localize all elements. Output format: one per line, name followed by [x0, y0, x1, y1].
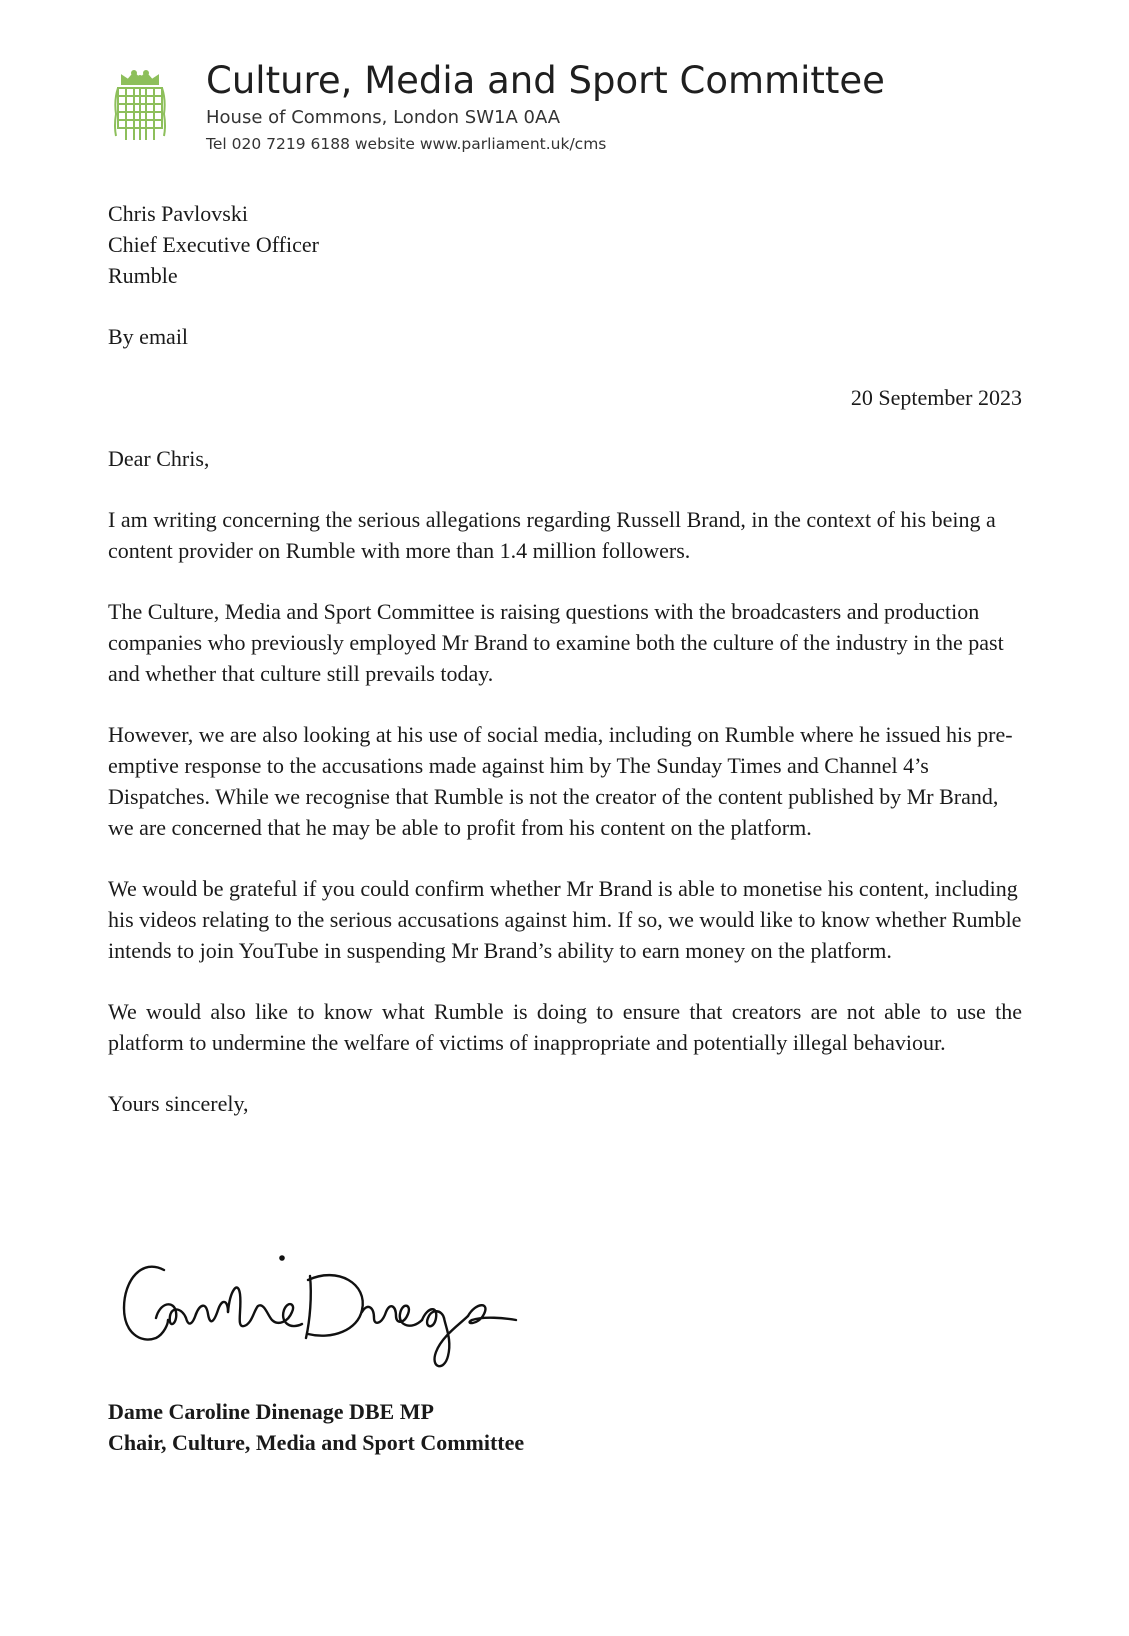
- paragraph-4: We would be grateful if you could confirm whether Mr Brand is able to monetise his content, including his videos relating to the serious accusations against him. If so, we would like to know whether Rumble intends to join YouTube in suspending Mr Brand’s ability to earn money on the platform.: [108, 876, 1022, 963]
- letterhead: [112, 58, 1012, 158]
- recipient-title: Chief Executive Officer: [108, 232, 319, 257]
- letter-date: 20 September 2023: [850, 385, 1022, 410]
- committee-contact: Tel 020 7219 6188 website www.parliament.uk/cms: [206, 135, 607, 153]
- salutation: Dear Chris,: [108, 446, 210, 471]
- paragraph-5: We would also like to know what Rumble is doing to ensure that creators are not able to use the platform to undermine the welfare of victims of inappropriate and potentially illegal behaviour.: [108, 999, 1022, 1055]
- handwritten-signature: [112, 1240, 542, 1380]
- paragraph-1: I am writing concerning the serious allegations regarding Russell Brand, in the context of his being a content provider on Rumble with more than 1.4 million followers.: [108, 507, 996, 563]
- paragraph-3: However, we are also looking at his use of social media, including on Rumble where he issued his pre-emptive response to the accusations made against him by The Sunday Times and Channel 4’s Dispatches. While we recognise that Rumble is not the creator of the content published by Mr Brand, we are concerned that he may be able to profit from his content on the platform.: [108, 722, 1013, 840]
- recipient-name: Chris Pavlovski: [108, 201, 248, 226]
- signatory-role: Chair, Culture, Media and Sport Committee: [108, 1430, 525, 1455]
- portcullis-logo-icon: [112, 70, 168, 142]
- paragraph-2: The Culture, Media and Sport Committee is raising questions with the broadcasters and production companies who previously employed Mr Brand to examine both the culture of the industry in the past and whether that culture still prevails today.: [108, 599, 1004, 686]
- committee-name: Culture, Media and Sport Committee: [206, 59, 885, 102]
- delivery-method: By email: [108, 324, 189, 349]
- closing: Yours sincerely,: [108, 1091, 249, 1116]
- recipient-organisation: Rumble: [108, 263, 178, 288]
- signatory-block: [108, 1396, 524, 1458]
- signatory-name: Dame Caroline Dinenage DBE MP: [108, 1399, 434, 1424]
- committee-address: House of Commons, London SW1A 0AA: [206, 107, 561, 128]
- letter-body: [108, 198, 1022, 1119]
- recipient-block: [108, 198, 1022, 291]
